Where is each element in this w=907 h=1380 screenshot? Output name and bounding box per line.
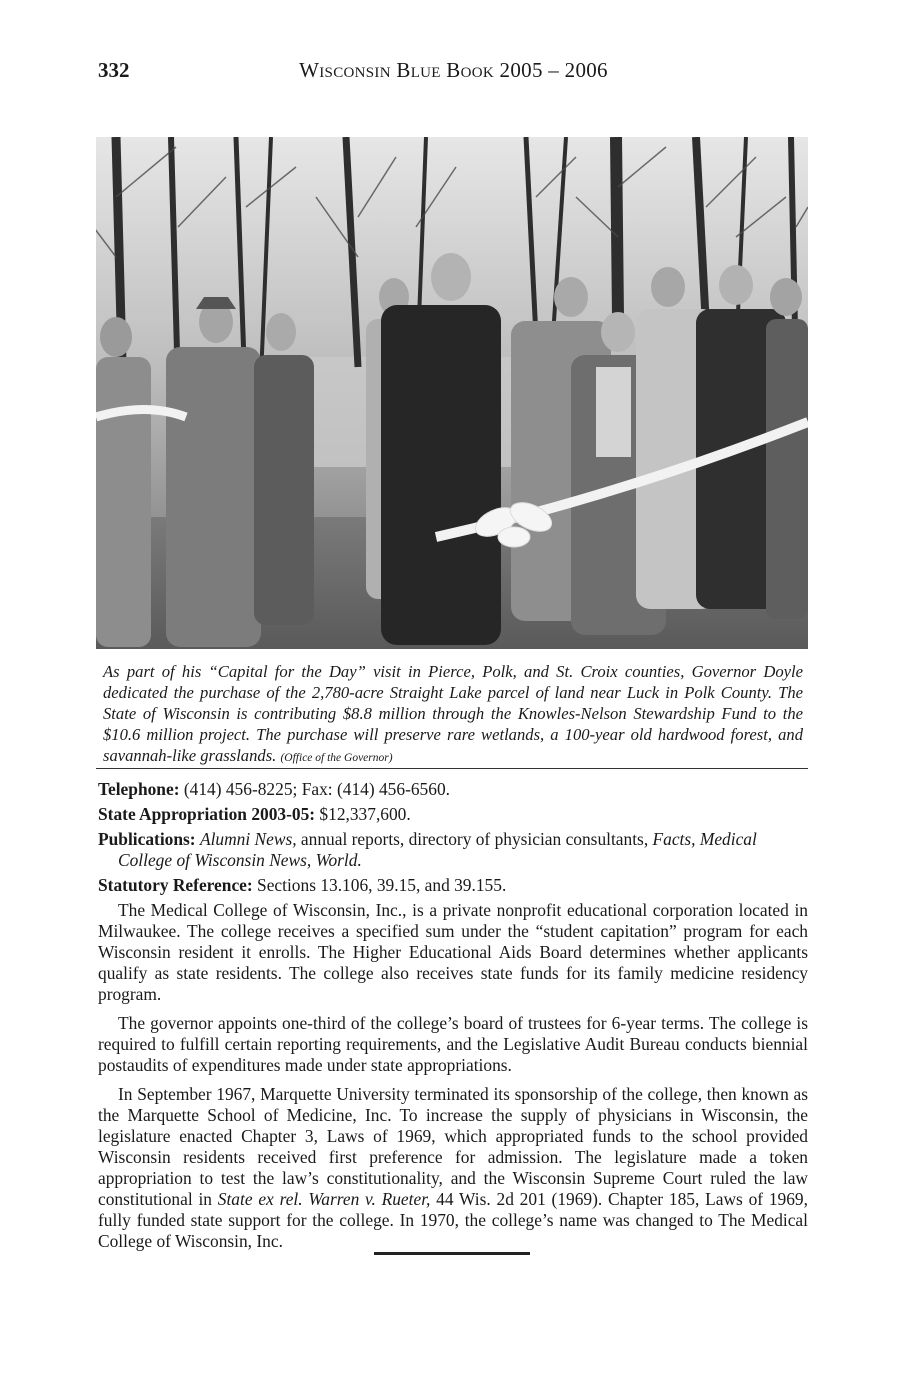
page-number: 332 xyxy=(98,58,130,82)
case-citation: State ex rel. Warren v. Rueter, xyxy=(217,1189,431,1209)
ribbon-cutting-photo xyxy=(96,137,808,649)
photo-illustration xyxy=(96,137,808,649)
statutory-entry xyxy=(98,875,808,896)
publications-label: Publications: xyxy=(98,829,196,849)
appropriation-value: $12,337,600. xyxy=(315,804,411,824)
statutory-value: Sections 13.106, 39.15, and 39.155. xyxy=(252,875,507,895)
telephone-entry xyxy=(98,779,808,800)
telephone-value: (414) 456-8225; Fax: (414) 456-6560. xyxy=(179,779,450,799)
appropriation-label: State Appropriation 2003-05: xyxy=(98,804,316,824)
publication-titles: Facts, Medical College of Wisconsin News, World. xyxy=(118,829,757,870)
caption-text: As part of his “Capital for the Day” visit in Pierce, Polk, and St. Croix counties, Governor Doyle dedicated the purchase of the 2,780-acre Straight Lake parcel of land near Luck in Polk County. The State of Wisconsin is contributing $8.8 million through the Knowles-Nelson Stewardship Fund to the $10.6 million project. The purchase will preserve rare wetlands, a 100-year old hardwood forest, and savannah-like grasslands. xyxy=(103,662,803,765)
running-title: Wisconsin Blue Book 2005 – 2006 xyxy=(299,58,608,82)
photo-credit: (Office of the Governor) xyxy=(280,752,393,764)
end-of-section-rule xyxy=(374,1252,530,1255)
publication-alumni-news: Alumni News, xyxy=(199,829,297,849)
paragraph-3-text: In September 1967, Marquette University terminated its sponsorship of the college, then known as the Marquette School of Medicine, Inc. To increase the supply of physicians in Wisconsin, the legislature enacted Chapter 3, Laws of 1969, which appropriated funds to the school provided Wisconsin residents received first preference for admission. The legislature made a token appropriation to test the law’s constitutionality, and the Wisconsin Supreme Court ruled the law constitutional in xyxy=(98,1084,808,1209)
telephone-label: Telephone: xyxy=(98,779,180,799)
photo-caption xyxy=(103,661,803,769)
agency-description xyxy=(98,779,808,1260)
paragraph-3 xyxy=(98,1084,808,1252)
section-divider xyxy=(96,768,808,769)
appropriation-entry xyxy=(98,804,808,825)
statutory-label: Statutory Reference: xyxy=(98,875,253,895)
paragraph-3-end: 44 Wis. 2d 201 (1969). Chapter 185, Laws of 1969, fully funded state support for the college. In 1970, the college’s name was changed to The Medical College of Wisconsin, Inc. xyxy=(98,1189,808,1251)
publications-entry xyxy=(98,829,808,871)
paragraph-1: The Medical College of Wisconsin, Inc., is a private nonprofit educational corporation located in Milwaukee. The college receives a specified sum under the “student capitation” program for each Wisconsin resident it enrolls. The Higher Educational Aids Board determines whether applicants qualify as state residents. The college also receives state funds for its family medicine residency program. xyxy=(98,900,808,1004)
paragraph-2: The governor appoints one-third of the college’s board of trustees for 6-year terms. The college is required to fulfill certain reporting requirements, and the Legislative Audit Bureau conducts biennial postaudits of expenditures made under state appropriations. xyxy=(98,1013,808,1075)
publications-list: annual reports, directory of physician consultants, xyxy=(296,829,653,849)
